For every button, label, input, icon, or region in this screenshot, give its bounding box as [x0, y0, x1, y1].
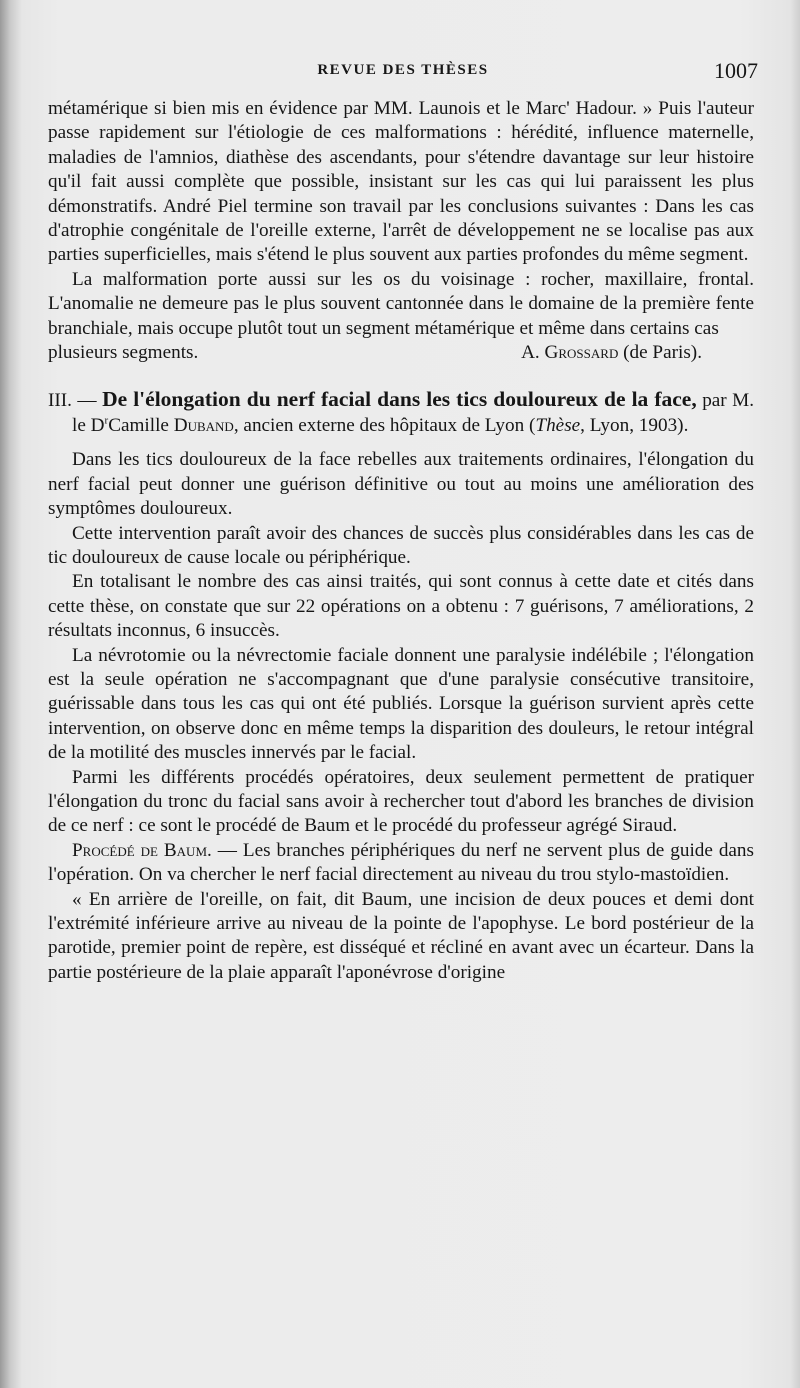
procedure-label: Procédé de Baum.: [72, 839, 212, 861]
review-section: [48, 387, 754, 985]
source-rest: , Lyon, 1903).: [580, 414, 689, 436]
quotation-paragraph: « En arrière de l'oreille, on fait, dit Baum, une incision de deux pouces et demi dont l'extrémité inférieure arrive au niveau de la pointe de l'apophyse. Le bord postérieur de la parotide, premier point de repère, est disséqué et récliné en avant avec un écarteur. Dans la partie postérieure de la plaie apparaît l'aponévrose d'origine: [48, 888, 754, 983]
paragraph: La malformation porte aussi sur les os du voisinage : rocher, maxillaire, frontal. L'anomalie ne demeure pas le plus souvent cantonnée dans le domaine de la première fente branchiale, mais occupe plutôt tout un segment métamérique et même dans certains cas: [48, 268, 754, 339]
paragraph: Parmi les différents procédés opératoires, deux seulement permettent de pratiquer l'élongation du tronc du facial sans avoir à rechercher tout d'abord les branches de division de ce nerf : ce sont le procédé de Baum et le procédé du professeur agrégé Siraud.: [48, 766, 754, 837]
signature: [521, 341, 702, 365]
page-body: [48, 97, 754, 985]
signature-line: [48, 341, 754, 365]
page-header: [48, 58, 758, 88]
author-last: Duband: [173, 414, 234, 436]
section-heading: [48, 387, 754, 438]
paragraph: [48, 839, 754, 888]
signature-name: Grossard: [544, 342, 619, 364]
source-italic: Thèse: [535, 414, 581, 436]
paragraph: En totalisant le nombre des cas ainsi traités, qui sont connus à cette date et cités dans cette thèse, on constate que sur 22 opérations on a obtenu : 7 guérisons, 7 améliorations, 2 résultats inconnus, 6 insuccès.: [48, 571, 754, 642]
author-sup: r: [104, 414, 109, 427]
signature-initial: A.: [521, 342, 540, 364]
running-title: REVUE DES THÈSES: [317, 62, 489, 78]
section-title: De l'élongation du nerf facial dans les tics douloureux de la face,: [102, 387, 697, 412]
paragraph-end: plusieurs segments.: [48, 342, 199, 364]
continued-paragraph: métamérique si bien mis en évidence par MM. Launois et le Marc' Hadour. » Puis l'auteur passe rapidement sur l'étiologie de ces malformations : hérédité, influence maternelle, maladies de l'amnios, diathèse des ascendants, pour s'étendre davantage sur leur histoire qu'il fait aussi complète que possible, insistant sur les cas qui lui paraissent les plus démonstratifs. André Piel termine son travail par les conclusions suivantes : Dans les cas d'atrophie congénitale de l'oreille externe, l'arrêt de développement ne se localise pas aux parties superficielles, mais s'étend le plus souvent aux parties profondes du même segment.: [48, 98, 754, 266]
author-prefix: par M. le D: [72, 390, 755, 436]
procedure-text: — Les branches périphériques du nerf ne servent plus de guide dans l'opération. On va chercher le nerf facial directement au niveau du trou stylo-mastoïdien.: [48, 839, 754, 886]
paragraph: Dans les tics douloureux de la face rebelles aux traitements ordinaires, l'élongation du nerf facial peut donner une guérison définitive ou tout au moins une amélioration des symptômes douloureux.: [48, 449, 754, 520]
section-number: III. —: [48, 390, 97, 412]
paragraph: Cette intervention paraît avoir des chances de succès plus considérables dans les cas de tic douloureux de cause locale ou périphérique.: [48, 522, 754, 568]
author-first: Camille: [108, 414, 169, 436]
paragraph: La névrotomie ou la névrectomie faciale donnent une paralysie indélébile ; l'élongation est la seule opération ne s'accompagnant que d'une paralysie consécutive transitoire, guérissable dans tous les cas qui ont été publiés. Lorsque la guérison survient après cette intervention, on observe donc en même temps la disparition des douleurs, le retour intégral de la motilité des muscles innervés par le facial.: [48, 644, 754, 764]
author-suffix: , ancien externe des hôpitaux de Lyon (: [233, 414, 536, 436]
signature-place: (de Paris).: [623, 342, 702, 364]
page-number: 1007: [714, 58, 758, 83]
